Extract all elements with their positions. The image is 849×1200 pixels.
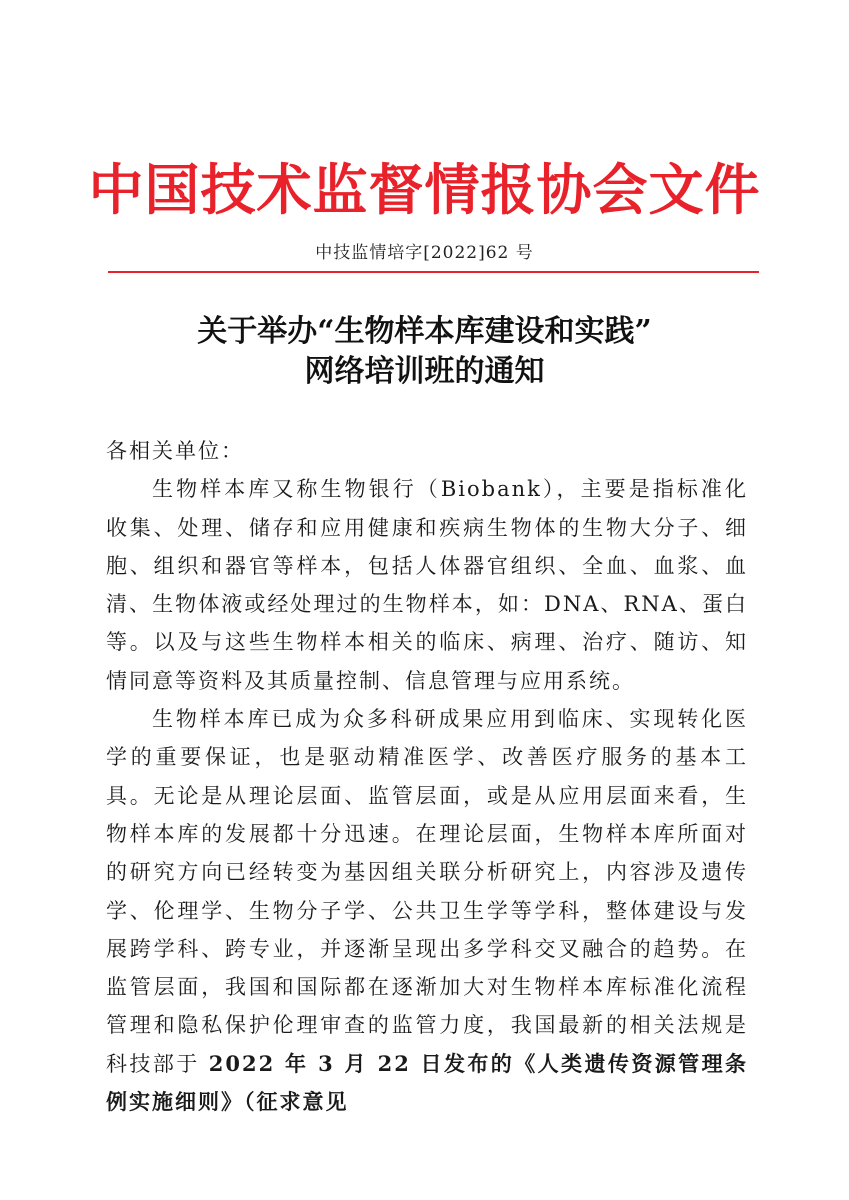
notice-title-line-2: 网络培训班的通知 [304, 354, 545, 389]
paragraph-2 [106, 700, 748, 1121]
paragraph-1: 生物样本库又称生物银行（Biobank），主要是指标准化收集、处理、储存和应用健康和疾病生物体的生物大分子、细胞、组织和器官等样本，包括人体器官组织、全血、血浆、血清、生物体液或经处理过的生物样本，如：DNA、RNA、蛋白等。以及与这些生物样本相关的临床、病理、治疗、随访、知情同意等资料及其质量控制、信息管理与应用系统。 [106, 477, 748, 693]
red-divider-line [108, 271, 759, 273]
salutation: 各相关单位： [106, 439, 244, 463]
paragraph-2-main-text: 生物样本库已成为众多科研成果应用到临床、实现转化医学的重要保证，也是驱动精准医学、改善医疗服务的基本工具。无论是从理论层面、监管层面，或是从应用层面来看，生物样本库的发展都十分迅速。在理论层面，生物样本库所面对的研究方向已经转变为基因组关联分析研究上，内容涉及遗传学、伦理学、生物分子学、公共卫生学等学科，整体建设与发展跨学科、跨专业，并逐渐呈现出多学科交叉融合的趋势。在监管层面，我国和国际都在逐渐加大对生物样本库标准化流程管理和隐私保护伦理审查的监管力度，我国最新的相关法规是科技部于 [106, 707, 748, 1076]
paragraph-2-bold-text: 2022 年 3 月 22 日发布的《人类遗传资源管理条例实施细则》（征求意见 [106, 1050, 748, 1115]
document-number: 中技监情培字[2022]62 号 [315, 243, 534, 263]
notice-body [106, 432, 748, 1121]
organization-header-title: 中国技术监督情报协会文件 [88, 157, 761, 222]
notice-title-line-1: 关于举办“生物样本库建设和实践” [197, 314, 652, 349]
notice-title [0, 312, 849, 392]
